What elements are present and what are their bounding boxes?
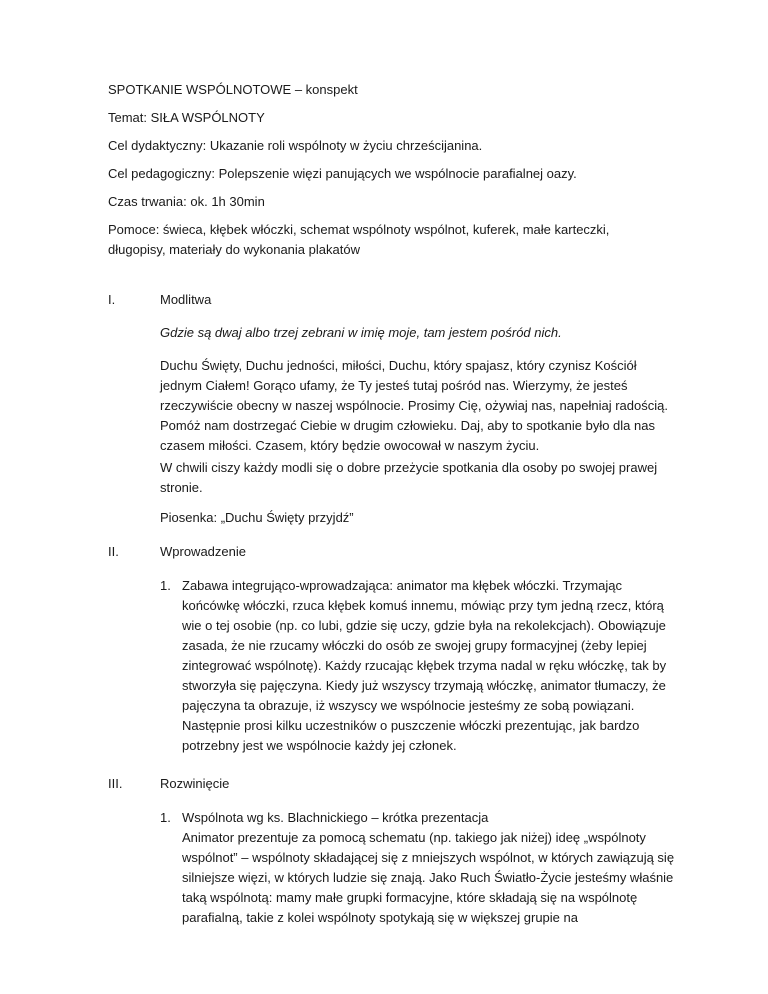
section-1-numeral: I. — [108, 292, 116, 307]
list-item-number: 1. — [160, 810, 171, 825]
section-3-numeral: III. — [108, 776, 123, 791]
pedagogic-goal: Cel pedagogiczny: Polepszenie więzi panujących we wspólnocie parafialnej oazy. — [108, 166, 577, 181]
list-item-number: 1. — [160, 578, 171, 593]
aids-line: Pomoce: świeca, kłębek włóczki, schemat wspólnoty wspólnot, kuferek, małe karteczki, długopisy, materiały do wykonania plakatów — [108, 222, 610, 257]
duration-line: Czas trwania: ok. 1h 30min — [108, 194, 265, 209]
list-item — [160, 576, 680, 756]
silence-instruction: W chwili ciszy każdy modli się o dobre przeżycie spotkania dla osoby po swojej prawej stronie. — [160, 460, 658, 495]
list-item-text: Animator prezentuje za pomocą schematu (np. takiego jak niżej) ideę „wspólnoty wspólnot” – wspólnoty składającej się z mniejszych wspólnot, w których zawiązują się silniejsze więzi, w których ludzie się znają. Jako Ruch Światło-Życie jesteśmy właśnie taką wspólnotą: mamy małe grupki formacyjne, które składają się na wspólnotę parafialną, takie z kolei wspólnoty spotykają się w większej grupie na — [182, 830, 675, 925]
list-item — [160, 808, 680, 928]
section-3-title: Rozwinięcie — [160, 776, 230, 791]
topic-line: Temat: SIŁA WSPÓLNOTY — [108, 110, 265, 125]
list-item-heading: Wspólnota wg ks. Blachnickiego – krótka prezentacja — [182, 810, 489, 825]
list-item-text: Zabawa integrująco-wprowadzająca: animator ma kłębek włóczki. Trzymając końcówkę włóczki, rzuca kłębek komuś innemu, mówiąc przy tym jedną rzecz, którą wie o tej osobie (np. co lubi, gdzie się uczy, gdzie była na rekolekcjach). Obowiązuje zasada, że nie rzucamy włóczki do osób ze swojej grupy formacyjnej (żeby lepiej zintegrować wspólnotę). Każdy rzucając kłębek trzyma nadal w ręku włóczkę, tak by stworzyła się pajęczyna. Kiedy już wszyscy trzymają włóczkę, animator tłumaczy, że pajęczyna ta obrazuje, iż wszyscy we wspólnocie jesteśmy ze sobą powiązani. Następnie prosi kilku uczestników o puszczenie włóczki prezentując, jak bardzo potrzebny jest we wspólnocie każdy jej członek. — [182, 578, 667, 753]
didactic-goal: Cel dydaktyczny: Ukazanie roli wspólnoty w życiu chrześcijanina. — [108, 138, 483, 153]
document-title: SPOTKANIE WSPÓLNOTOWE – konspekt — [108, 82, 358, 97]
section-2-numeral: II. — [108, 544, 119, 559]
section-1-title: Modlitwa — [160, 292, 212, 307]
song-line: Piosenka: „Duchu Święty przyjdź” — [160, 510, 354, 525]
section-2-title: Wprowadzenie — [160, 544, 246, 559]
prayer-text: Duchu Święty, Duchu jedności, miłości, Duchu, który spajasz, który czynisz Kościół jednym Ciałem! Gorąco ufamy, że Ty jesteś tutaj pośród nas. Wierzymy, że jesteś rzeczywiście obecny w naszej wspólnocie. Prosimy Cię, ożywiaj nas, napełniaj radością. Pomóż nam dostrzegać Ciebie w drugim człowieku. Daj, aby to spotkanie było dla nas czasem miłości. Czasem, który będzie owocował w naszym życiu. — [160, 358, 668, 453]
scripture-quote: Gdzie są dwaj albo trzej zebrani w imię moje, tam jestem pośród nich. — [160, 325, 562, 340]
